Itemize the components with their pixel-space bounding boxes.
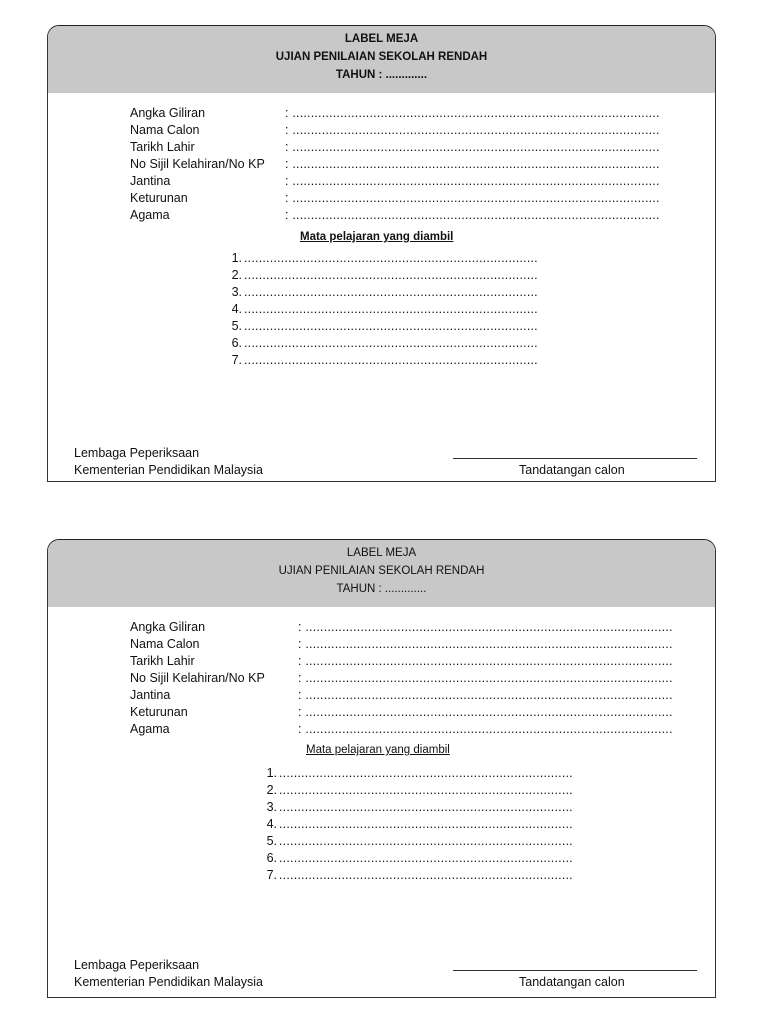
org-line-1: Lembaga Peperiksaan — [74, 958, 200, 972]
subjects-title: Mata pelajaran yang diambil — [306, 744, 450, 756]
card-header — [48, 26, 715, 94]
field-input-line[interactable]: : .................................................................................................... — [298, 637, 673, 651]
card-header — [48, 540, 715, 608]
subjects-title: Mata pelajaran yang diambil — [300, 231, 454, 243]
field-input-line[interactable]: : .................................................................................................... — [298, 688, 673, 702]
card-title: LABEL MEJA — [344, 33, 419, 45]
card-title: LABEL MEJA — [346, 547, 417, 559]
signature-line[interactable] — [453, 970, 697, 971]
field-input-line[interactable]: : .................................................................................................... — [298, 705, 673, 719]
field-input-line[interactable]: : .................................................................................................... — [285, 208, 660, 222]
field-input-line[interactable]: : .................................................................................................... — [298, 671, 673, 685]
desk-label-card-1: LABEL MEJA UJIAN PENILAIAN SEKOLAH RENDAH TAHUN : ............. Angka Giliran : .................................................................................................... Nama Calon : .................................................................................................... Tarikh Lahir : .................................................................................................... No Sijil Kelahiran/No KP : .................................................................................................... Jantina : .................................................................................................... Keturunan : .................................................................................................... Agama : .................................................................................................... Mata pelajaran yang diambil 1. ................................................................................ 2. ................................................................................ 3. ................................................................................ 4. ................................................................................ 5. ................................................................................ 6. ................................................................................ 7. ................................................................................ Lembaga Peperiksaan Kementerian Pendidikan Malaysia Tandatangan calon — [47, 25, 716, 482]
field-input-line[interactable]: : .................................................................................................... — [298, 654, 673, 668]
exam-year: TAHUN : ............. — [335, 69, 428, 81]
signature-line[interactable] — [453, 458, 697, 459]
desk-label-card-2: LABEL MEJA UJIAN PENILAIAN SEKOLAH RENDAH TAHUN : ............. Angka Giliran : .................................................................................................... Nama Calon : .................................................................................................... Tarikh Lahir : .................................................................................................... No Sijil Kelahiran/No KP : .................................................................................................... Jantina : .................................................................................................... Keturunan : .................................................................................................... Agama : .................................................................................................... Mata pelajaran yang diambil 1. ................................................................................ 2. ................................................................................ 3. ................................................................................ 4. ................................................................................ 5. ................................................................................ 6. ................................................................................ 7. ................................................................................ Lembaga Peperiksaan Kementerian Pendidikan Malaysia Tandatangan calon — [47, 539, 716, 998]
field-input-line[interactable]: : .................................................................................................... — [285, 191, 660, 205]
signature-label: Tandatangan calon — [519, 975, 625, 989]
org-line-2: Kementerian Pendidikan Malaysia — [74, 463, 263, 477]
field-input-line[interactable]: : .................................................................................................... — [298, 722, 673, 736]
exam-year: TAHUN : ............. — [336, 583, 427, 595]
signature-label: Tandatangan calon — [519, 463, 625, 477]
org-line-1: Lembaga Peperiksaan — [74, 446, 200, 460]
field-input-line[interactable]: : .................................................................................................... — [298, 620, 673, 634]
field-input-line[interactable]: : .................................................................................................... — [285, 157, 660, 171]
field-input-line[interactable]: : .................................................................................................... — [285, 123, 660, 137]
field-input-line[interactable]: : .................................................................................................... — [285, 140, 660, 154]
org-line-2: Kementerian Pendidikan Malaysia — [74, 975, 263, 989]
exam-name: UJIAN PENILAIAN SEKOLAH RENDAH — [275, 51, 488, 63]
exam-name: UJIAN PENILAIAN SEKOLAH RENDAH — [278, 565, 485, 577]
field-input-line[interactable]: : .................................................................................................... — [285, 174, 660, 188]
field-input-line[interactable]: : .................................................................................................... — [285, 106, 660, 120]
